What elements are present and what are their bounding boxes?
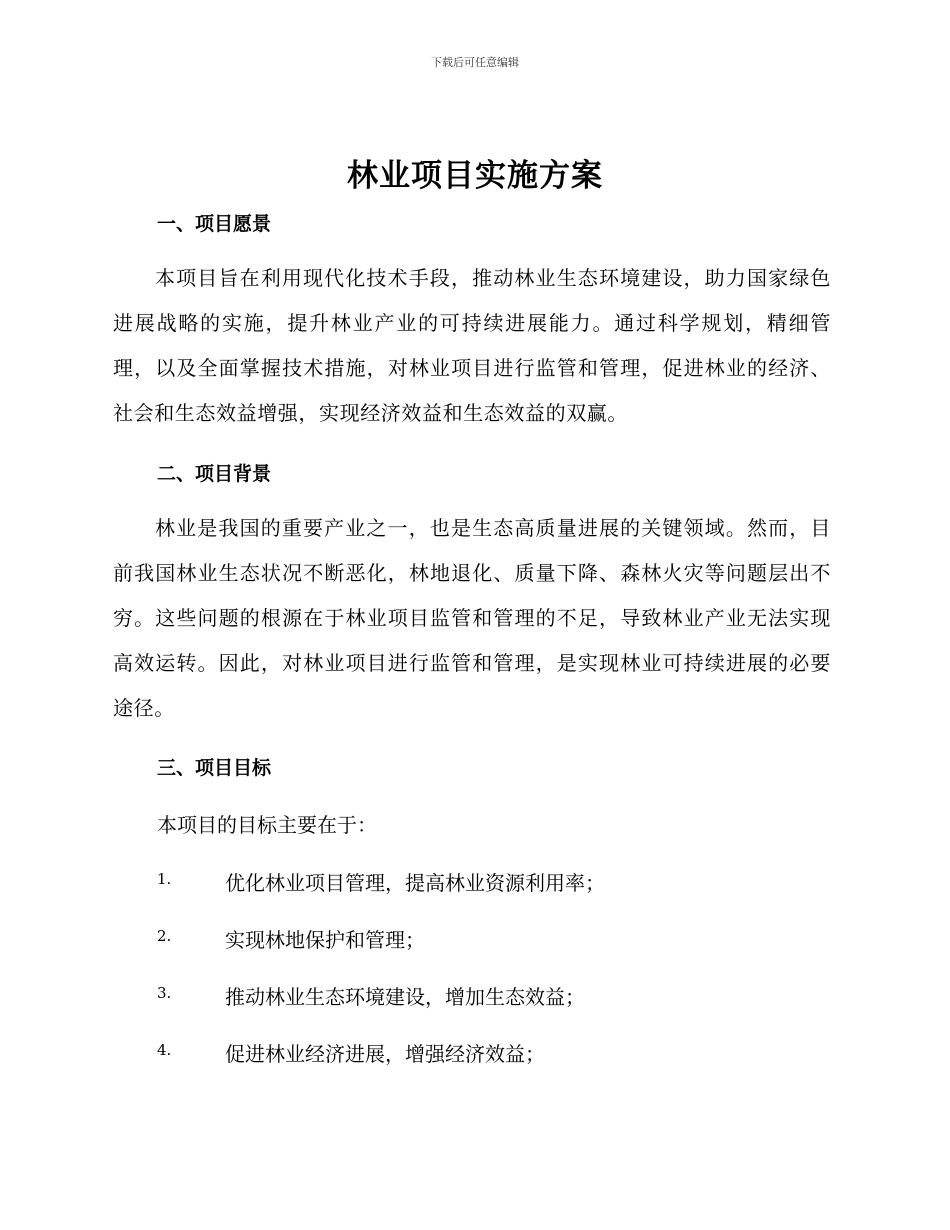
section-heading-goals: 三、项目目标	[157, 757, 272, 779]
list-number: 4.	[157, 1041, 172, 1059]
list-text: 推动林业生态环境建设，增加生态效益；	[225, 985, 585, 1009]
section-heading-background: 二、项目背景	[157, 463, 272, 485]
list-number: 1.	[157, 870, 172, 888]
section-paragraph-vision: 本项目旨在利用现代化技术手段，推动林业生态环境建设，助力国家绿色进展战略的实施，提升林业产业的可持续进展能力。通过科学规划，精细管理，以及全面掌握技术措施，对林业项目进行监管和管理，促进林业的经济、社会和生态效益增强，实现经济效益和生态效益的双赢。	[113, 266, 831, 425]
section-paragraph-background: 林业是我国的重要产业之一，也是生态高质量进展的关键领域。然而，目前我国林业生态状况不断恶化，林地退化、质量下降、森林火灾等问题层出不穷。这些问题的根源在于林业项目监管和管理的不足，导致林业产业无法实现高效运转。因此，对林业项目进行监管和管理，是实现林业可持续进展的必要途径。	[113, 516, 831, 720]
list-text: 促进林业经济进展，增强经济效益；	[225, 1042, 545, 1066]
list-number: 2.	[157, 927, 172, 945]
goals-intro: 本项目的目标主要在于：	[157, 813, 377, 837]
list-number: 3.	[157, 984, 172, 1002]
header-note: 下载后可任意编辑	[431, 56, 519, 69]
document-title: 林业项目实施方案	[347, 158, 603, 194]
list-text: 实现林地保护和管理；	[225, 928, 425, 952]
section-heading-vision: 一、项目愿景	[157, 213, 272, 235]
list-text: 优化林业项目管理，提高林业资源利用率；	[225, 871, 605, 895]
